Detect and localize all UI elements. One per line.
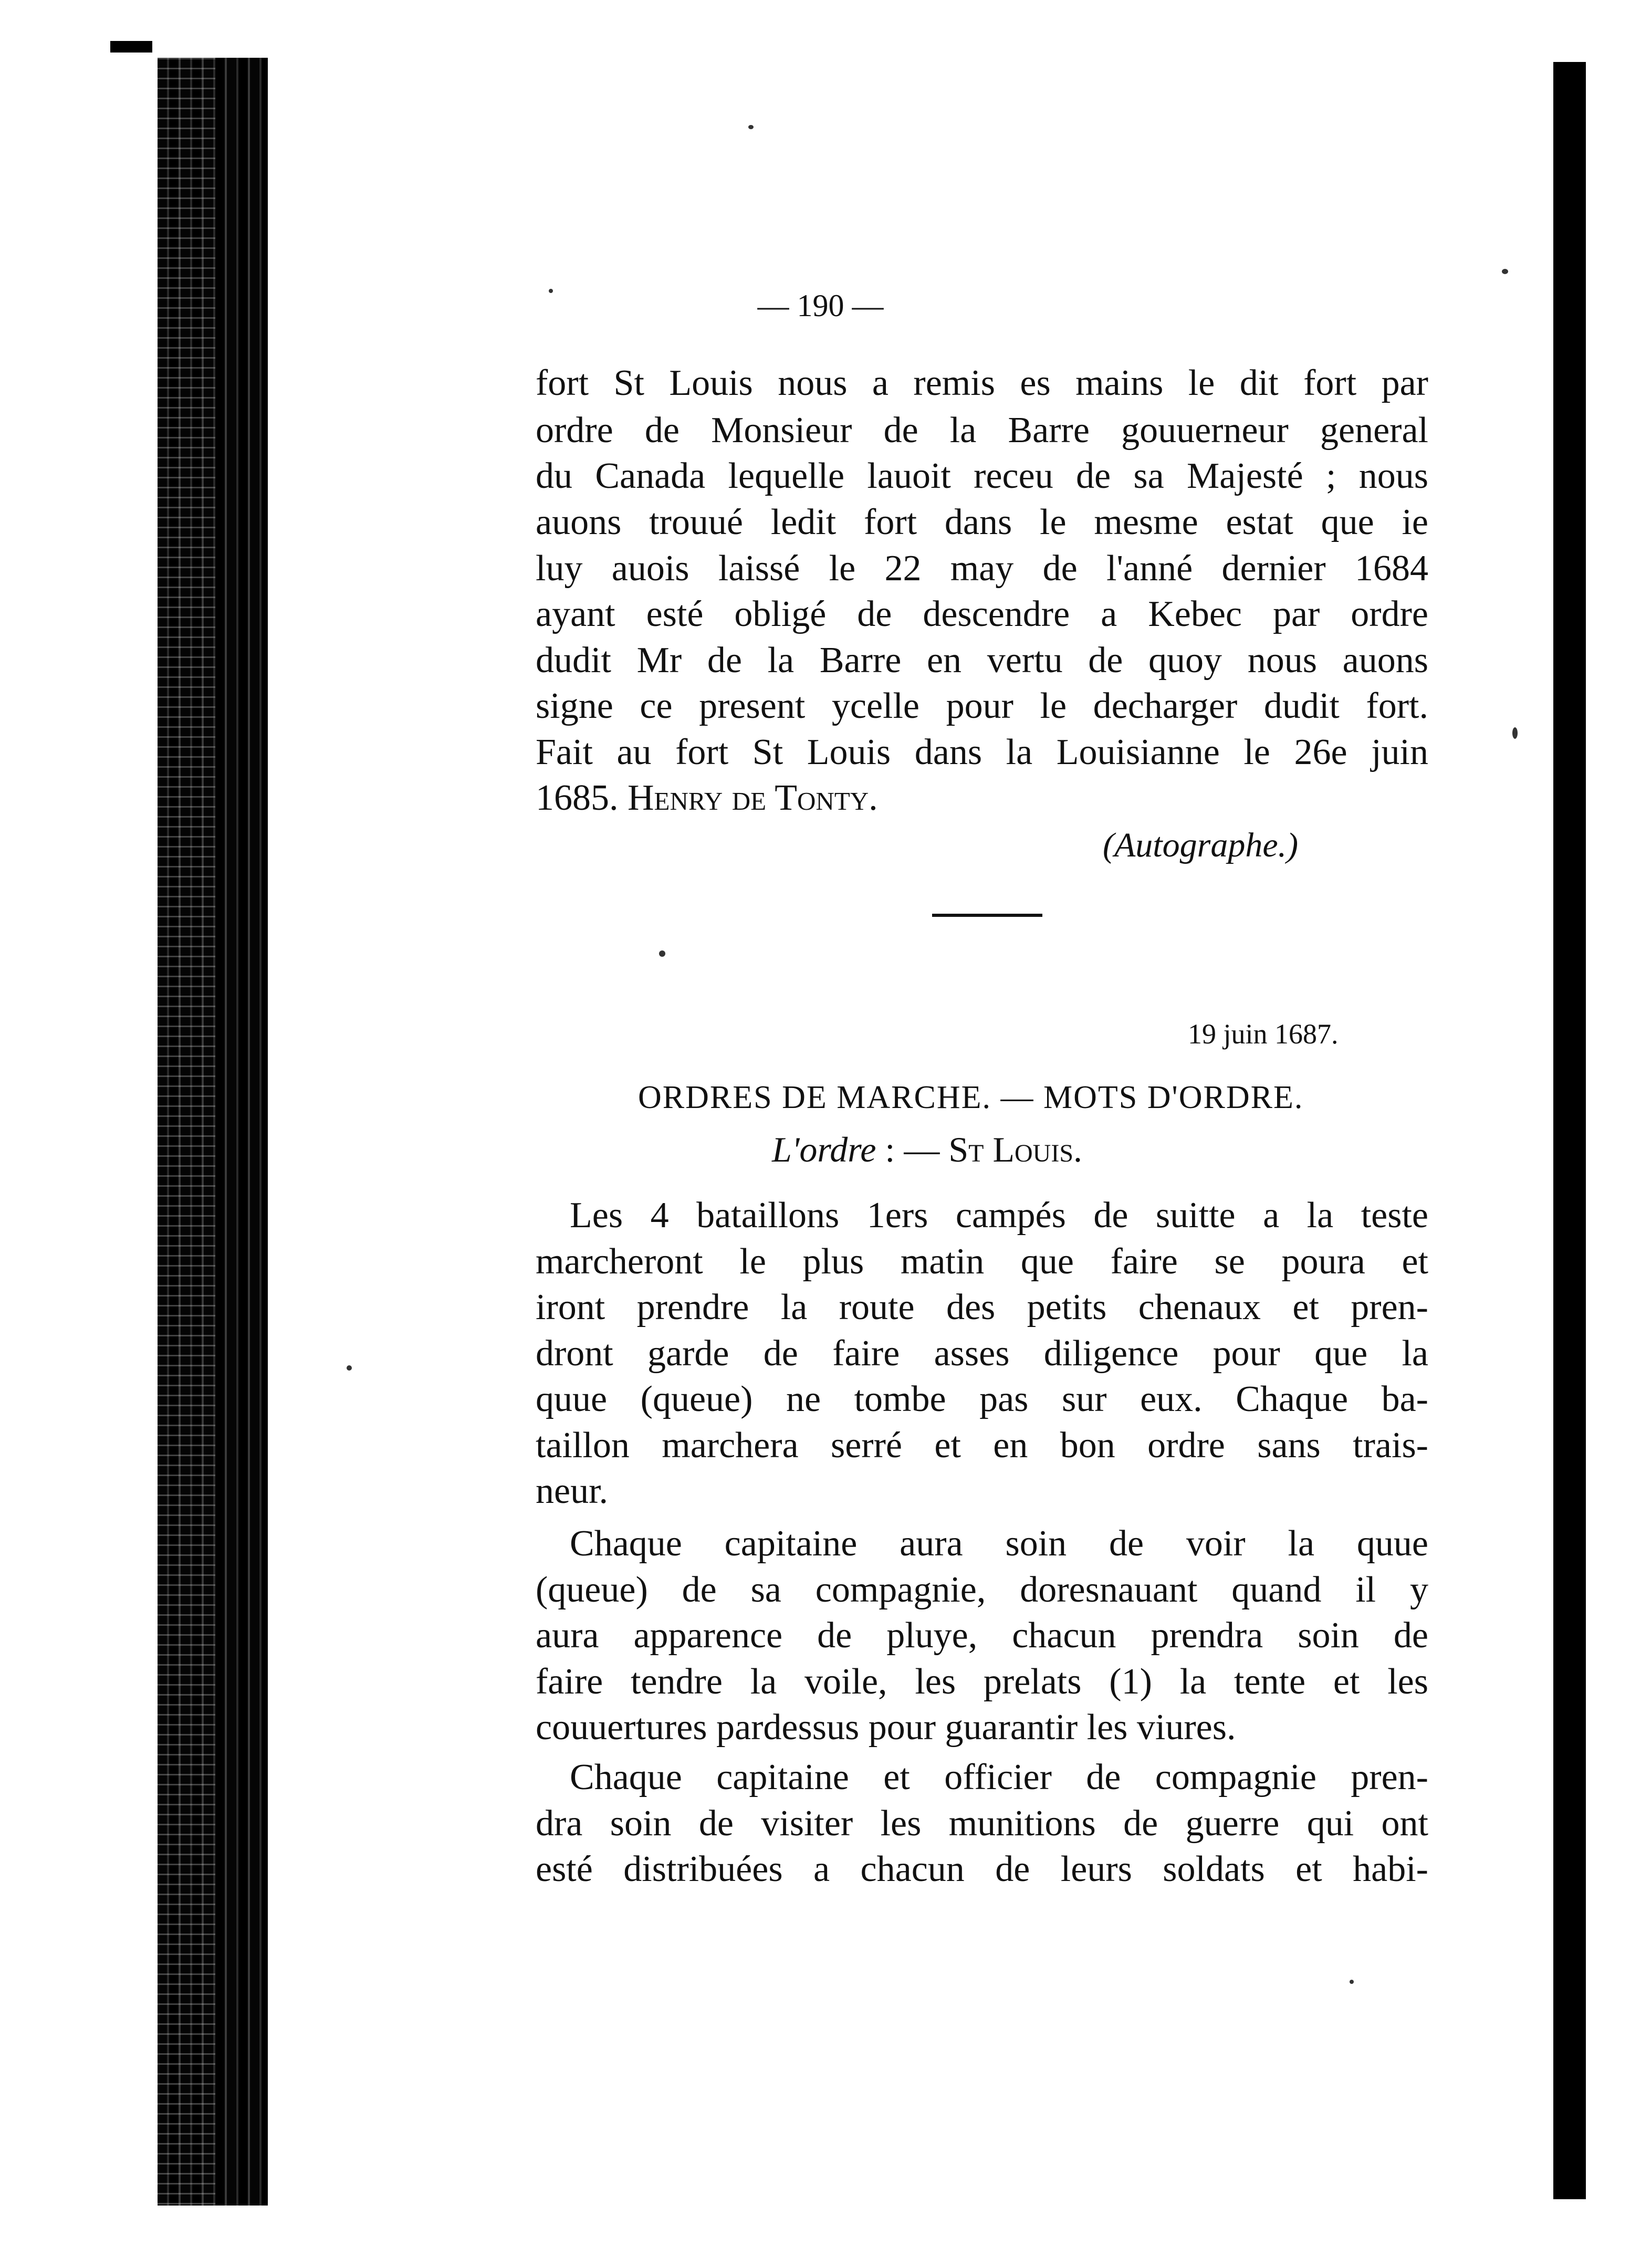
order-line [772, 1129, 1082, 1170]
text-line: ordre de Monsieur de la Barre gouuerneur general [536, 410, 1428, 451]
text-line: couuertures pardessus pour guarantir les viures. [536, 1707, 1236, 1748]
scan-border-tick [110, 41, 152, 53]
text-line: dront garde de faire asses diligence pour que la [536, 1333, 1428, 1374]
order-separator: : — [885, 1130, 940, 1169]
text-line: Fait au fort St Louis dans la Louisianne le 26e juin [536, 732, 1428, 772]
scan-speck [1502, 269, 1508, 274]
text-line: dudit Mr de la Barre en vertu de quoy nous auons [536, 640, 1428, 681]
text-line: neur. [536, 1471, 609, 1511]
text-line: (queue) de sa compagnie, doresnauant quand il y [536, 1570, 1428, 1610]
scan-speck [748, 125, 754, 129]
scan-border-right [1553, 62, 1586, 2199]
text-line: signe ce present ycelle pour le decharger dudit fort. [536, 686, 1428, 726]
text-line: quue (queue) ne tombe pas sur eux. Chaque ba- [536, 1379, 1428, 1419]
scan-speck [347, 1365, 352, 1371]
text-line: Chaque capitaine aura soin de voir la quue [570, 1523, 1428, 1564]
section-rule [932, 914, 1042, 917]
text-line: iront prendre la route des petits chenaux et pren- [536, 1287, 1428, 1328]
text-line-signature: 1685. Henry de Tonty. [536, 778, 878, 818]
text-line: marcheront le plus matin que faire se poura et [536, 1241, 1428, 1282]
order-value: St Louis. [948, 1130, 1083, 1169]
text-line: du Canada lequelle lauoit receu de sa Majesté ; nous [536, 456, 1428, 496]
entry-date: 19 juin 1687. [1188, 1018, 1339, 1050]
text-line: Les 4 bataillons 1ers campés de suitte a la teste [570, 1195, 1428, 1236]
text-line: dra soin de visiter les munitions de guerre qui ont [536, 1803, 1428, 1844]
order-label: L'ordre [772, 1130, 876, 1169]
text-line: ayant esté obligé de descendre a Kebec par ordre [536, 594, 1428, 634]
autograph-note: (Autographe.) [1103, 826, 1299, 864]
text-line: fort St Louis nous a remis es mains le dit fort par [536, 363, 1428, 403]
page-number: — 190 — [757, 288, 884, 323]
text-line: aura apparence de pluye, chacun prendra soin de [536, 1615, 1428, 1656]
text-line: taillon marchera serré et en bon ordre sans trais- [536, 1425, 1428, 1466]
scan-border-left-texture [158, 58, 215, 2206]
text-line: luy auois laissé le 22 may de l'anné dernier 1684 [536, 548, 1428, 589]
text-line: faire tendre la voile, les prelats (1) la tente et les [536, 1661, 1428, 1702]
scan-speck [1512, 727, 1518, 739]
scan-speck [1350, 1980, 1354, 1984]
text-line: auons trouué ledit fort dans le mesme estat que ie [536, 502, 1428, 542]
scan-speck [659, 950, 665, 957]
section-title: ORDRES DE MARCHE. — MOTS D'ORDRE. [638, 1080, 1304, 1115]
text-line: Chaque capitaine et officier de compagnie pren- [570, 1757, 1428, 1797]
text-line: esté distribuées a chacun de leurs soldats et habi- [536, 1849, 1428, 1889]
